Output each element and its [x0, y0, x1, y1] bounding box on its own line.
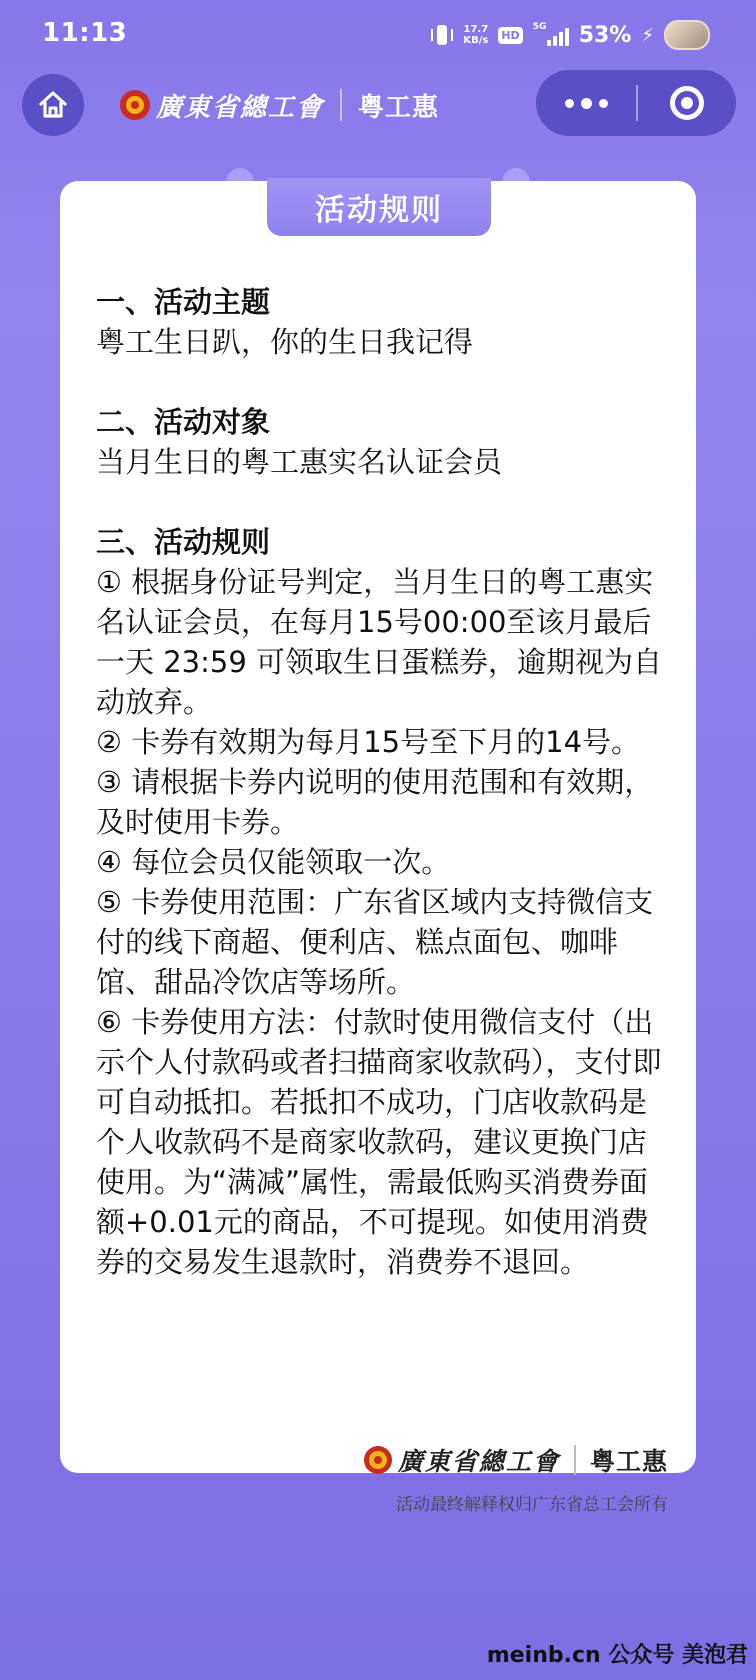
section-heading: 三、活动规则	[96, 525, 271, 559]
rules-content	[96, 282, 672, 1322]
rule-item: ⑤ 卡券使用范围：广东省区域内支持微信支付的线下商超、便利店、糕点面包、咖啡馆、甜品冷饮店等场所。	[96, 885, 654, 999]
rule-item: ② 卡券有效期为每月15号至下月的14号。	[96, 725, 641, 759]
card-footer	[364, 1440, 668, 1515]
section-target	[96, 402, 672, 482]
charging-icon: ⚡	[641, 24, 654, 46]
section-rules	[96, 522, 672, 1282]
battery-level: 53%	[578, 22, 632, 48]
footer-brand	[364, 1440, 668, 1480]
more-dots-icon	[565, 99, 574, 108]
status-icons	[431, 20, 710, 50]
page-title: 活动规则	[267, 178, 491, 236]
rule-item: ④ 每位会员仅能领取一次。	[96, 845, 451, 879]
disclaimer-note: 活动最终解释权归广东省总工会所有	[396, 1495, 668, 1515]
target-circle-icon	[670, 86, 704, 120]
hd-badge: HD	[498, 27, 522, 44]
status-time: 11:13	[42, 18, 128, 48]
home-icon	[36, 88, 70, 122]
union-emblem-icon	[364, 1446, 392, 1474]
net-speed-unit: KB/s	[463, 35, 489, 46]
network-type: 5G	[532, 22, 547, 32]
status-bar	[0, 0, 756, 74]
capsule-menu	[536, 70, 736, 136]
section-heading: 一、活动主题	[96, 285, 271, 319]
home-button[interactable]	[22, 74, 84, 136]
net-speed-value: 17.7	[463, 24, 489, 35]
rule-item: ⑥ 卡券使用方法：付款时使用微信支付（出示个人付款码或者扫描商家收款码），支付即可自动抵扣。若抵扣不成功，门店收款码是个人收款码不是商家收款码，建议更换门店使用。为“满减”属性，需最低购买消费券面额+0.01元的商品，不可提现。如使用消费券的交易发生退款时，消费券不退回。	[96, 1005, 662, 1279]
watermark: meinb.cn 公众号 美泡君	[486, 1643, 748, 1668]
section-text: 当月生日的粤工惠实名认证会员	[96, 445, 503, 479]
footer-brand-name: 粤工惠	[589, 1447, 668, 1476]
footer-brand-calligraphy: 廣東省總工會	[397, 1447, 560, 1476]
brand-name: 粤工惠	[358, 92, 440, 123]
union-emblem-icon	[120, 90, 150, 120]
more-button[interactable]	[536, 70, 636, 136]
vibrate-icon	[431, 24, 453, 46]
rule-item: ① 根据身份证号判定，当月生日的粤工惠实名认证会员，在每月15号00:00至该月最后一天 23:59 可领取生日蛋糕券，逾期视为自动放弃。	[96, 565, 663, 719]
section-heading: 二、活动对象	[96, 405, 271, 439]
footer-brand-divider	[574, 1445, 576, 1475]
net-speed	[463, 24, 488, 46]
rule-item: ③ 请根据卡券内说明的使用范围和有效期，及时使用卡券。	[96, 765, 654, 839]
avatar	[664, 20, 710, 50]
brand-calligraphy: 廣東省總工會	[156, 92, 325, 123]
close-button[interactable]	[638, 70, 736, 136]
section-theme	[96, 282, 672, 362]
mini-program-header	[0, 70, 756, 154]
section-text: 粤工生日趴，你的生日我记得	[96, 325, 474, 359]
header-brand	[120, 82, 439, 128]
signal-icon	[533, 24, 569, 46]
brand-divider	[340, 89, 342, 121]
